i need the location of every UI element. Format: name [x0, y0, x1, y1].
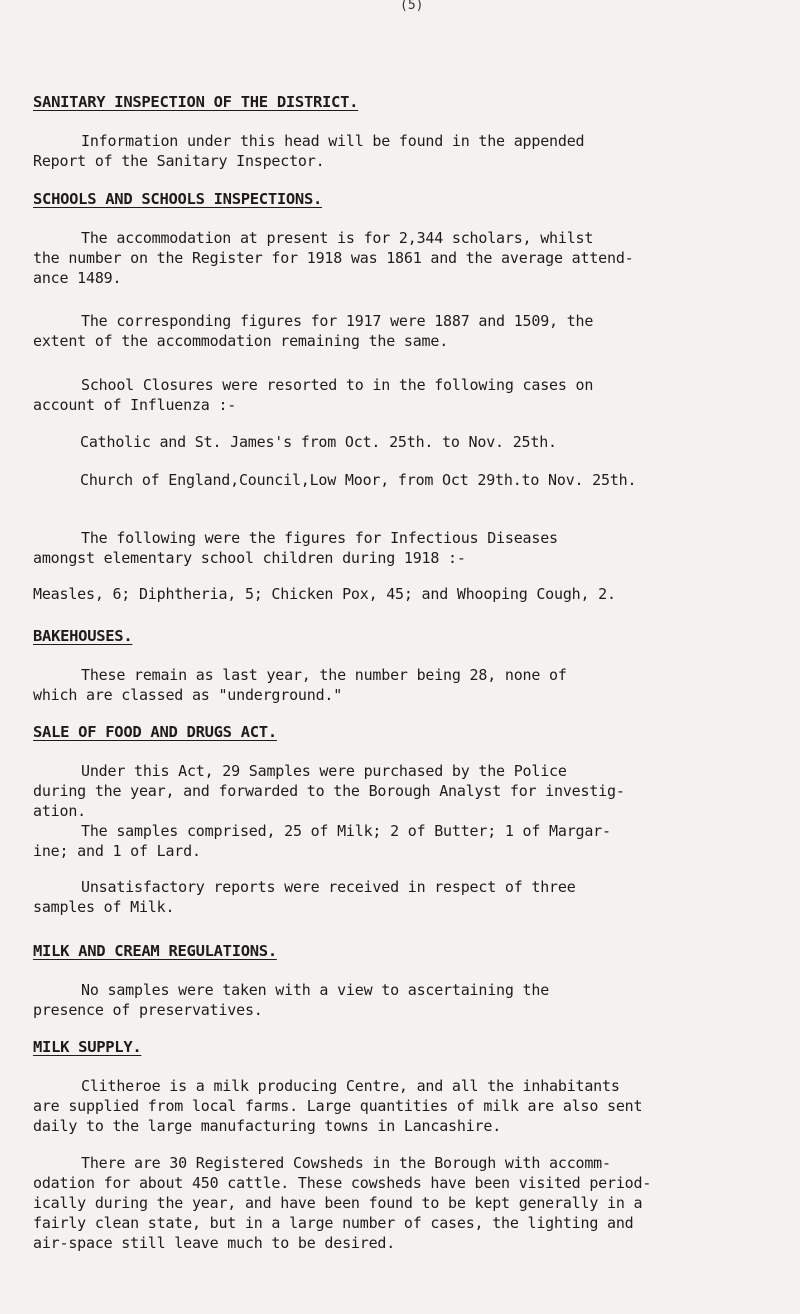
text-line: Clitheroe is a milk producing Centre, and all the inhabitants — [81, 1077, 620, 1095]
text-line: The accommodation at present is for 2,344 scholars, whilst — [81, 229, 594, 247]
text-line: Report of the Sanitary Inspector. — [33, 152, 325, 170]
heading-milk-supply: MILK SUPPLY. — [33, 1038, 142, 1056]
text-line: are supplied from local farms. Large quantities of milk are also sent — [33, 1097, 643, 1115]
text-line: These remain as last year, the number being 28, none of — [81, 666, 567, 684]
text-line: The following were the figures for Infectious Diseases — [81, 529, 558, 547]
text-line: The corresponding figures for 1917 were 1887 and 1509, the — [81, 312, 594, 330]
heading-schools: SCHOOLS AND SCHOOLS INSPECTIONS. — [33, 190, 323, 208]
text-line: ine; and 1 of Lard. — [33, 842, 201, 860]
paragraph-school-closures — [33, 375, 593, 415]
text-line: daily to the large manufacturing towns in Lancashire. — [33, 1117, 502, 1135]
heading-milk-and-cream: MILK AND CREAM REGULATIONS. — [33, 942, 277, 960]
heading-food-and-drugs: SALE OF FOOD AND DRUGS ACT. — [33, 723, 277, 741]
text-line: Under this Act, 29 Samples were purchased by the Police — [81, 762, 567, 780]
text-line: The samples comprised, 25 of Milk; 2 of Butter; 1 of Margar- — [81, 822, 611, 840]
paragraph-schools-1917 — [33, 311, 593, 351]
text-line: ance 1489. — [33, 269, 122, 287]
text-line: account of Influenza :- — [33, 396, 237, 414]
paragraph-sample-composition — [33, 821, 611, 861]
text-line: odation for about 450 cattle. These cowsheds have been visited period- — [33, 1174, 652, 1192]
text-line: the number on the Register for 1918 was 1861 and the average attend- — [33, 249, 634, 267]
text-line: samples of Milk. — [33, 898, 175, 916]
heading-sanitary-inspection: SANITARY INSPECTION OF THE DISTRICT. — [33, 93, 359, 111]
heading-bakehouses: BAKEHOUSES. — [33, 627, 133, 645]
text-line: Information under this head will be found in the appended — [81, 132, 585, 150]
page-number: (5) — [400, 0, 424, 13]
paragraph-food-samples — [33, 761, 625, 821]
text-line: amongst elementary school children during 1918 :- — [33, 549, 466, 567]
closure-catholic: Catholic and St. James's from Oct. 25th. to Nov. 25th. — [80, 433, 557, 451]
text-line: There are 30 Registered Cowsheds in the Borough with accomm- — [81, 1154, 611, 1172]
paragraph-cowsheds — [33, 1153, 651, 1253]
paragraph-schools-accommodation — [33, 228, 634, 288]
closure-church-of-england: Church of England,Council,Low Moor, from Oct 29th.to Nov. 25th. — [80, 471, 637, 489]
paragraph-sanitary — [33, 131, 584, 171]
text-line: which are classed as "underground." — [33, 686, 343, 704]
text-line: presence of preservatives. — [33, 1001, 263, 1019]
text-line: extent of the accommodation remaining the same. — [33, 332, 449, 350]
text-line: air-space still leave much to be desired. — [33, 1234, 396, 1252]
paragraph-milk-cream — [33, 980, 549, 1020]
paragraph-milk-centre — [33, 1076, 642, 1136]
text-line: ation. — [33, 802, 86, 820]
text-line: Unsatisfactory reports were received in respect of three — [81, 878, 576, 896]
text-line: No samples were taken with a view to ascertaining the — [81, 981, 550, 999]
text-line: ically during the year, and have been found to be kept generally in a — [33, 1194, 643, 1212]
text-line: School Closures were resorted to in the following cases on — [81, 376, 594, 394]
text-line: fairly clean state, but in a large number of cases, the lighting and — [33, 1214, 634, 1232]
paragraph-bakehouses — [33, 665, 567, 705]
paragraph-unsatisfactory-reports — [33, 877, 576, 917]
disease-figures: Measles, 6; Diphtheria, 5; Chicken Pox, 45; and Whooping Cough, 2. — [33, 585, 616, 603]
text-line: during the year, and forwarded to the Borough Analyst for investig- — [33, 782, 625, 800]
paragraph-infectious-diseases — [33, 528, 558, 568]
